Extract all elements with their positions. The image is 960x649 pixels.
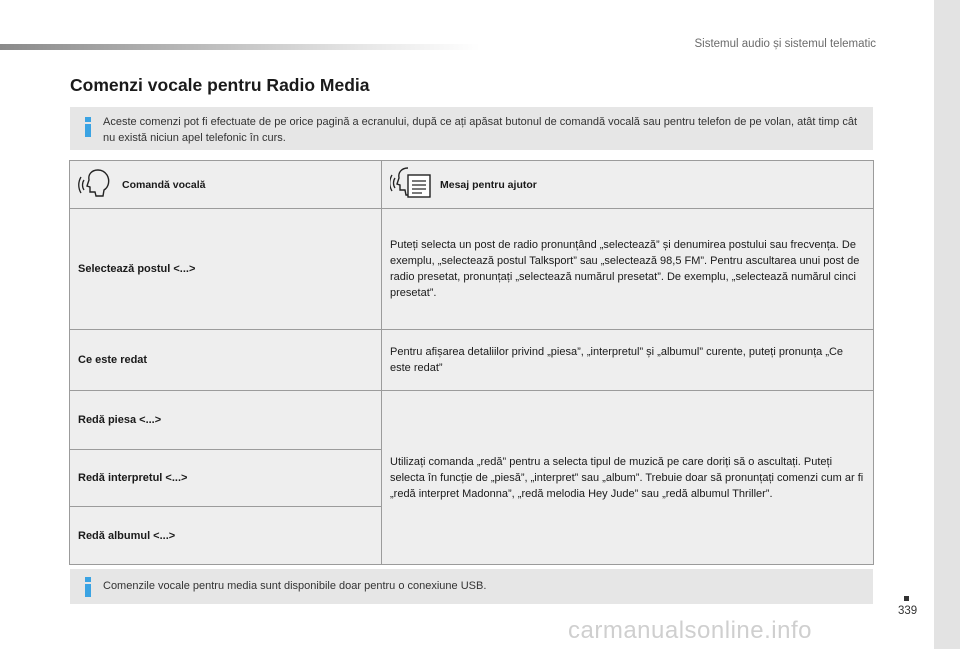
header-rule [0, 44, 480, 50]
table-header-row [70, 161, 874, 209]
command-cell: Redă piesa <...> [70, 391, 382, 450]
command-cell: Redă interpretul <...> [70, 450, 382, 507]
watermark: carmanualsonline.info [568, 617, 812, 644]
voice-commands-table [69, 160, 874, 565]
bottom-note [70, 569, 873, 604]
help-cell: Utilizați comanda „redă” pentru a selecta tipul de muzică pe care doriți să o ascultați. Puteți selecta în funcție de „piesă”, „interpret” sau „album”. Trebuie doar să pronunțați comenzi cum ar fi „redă interpret Madonna”, „redă melodia Hey Jude” sau „redă albumul Thriller”. [382, 391, 874, 565]
page-number: 339 [898, 605, 918, 617]
help-cell: Pentru afișarea detaliilor privind „piesa”, „interpretul” și „albumul” curente, puteți pronunța „Ce este redat” [382, 330, 874, 391]
header-cell-command [70, 161, 382, 209]
table-row [70, 391, 874, 450]
bottom-note-text: Comenzile vocale pentru media sunt disponibile doar pentru o conexiune USB. [103, 580, 487, 592]
page-title: Comenzi vocale pentru Radio Media [70, 75, 370, 95]
voice-command-icon [78, 166, 114, 203]
help-cell: Puteți selecta un post de radio pronunțând „selectează” și denumirea postului sau frecvența. De exemplu, „selectează postul Talksport” sau „selectează 98,5 FM”. Pentru ascultarea unui post de radio presetat, pronunțați „selectează numărul presetat”. De exemplu, „selectează numărul cinci presetat”. [382, 209, 874, 330]
info-icon [83, 577, 93, 597]
command-cell: Redă albumul <...> [70, 507, 382, 565]
header-help-label: Mesaj pentru ajutor [440, 178, 537, 191]
table-row [70, 330, 874, 391]
section-title: Sistemul audio și sistemul telematic [694, 38, 876, 50]
command-cell: Selectează postul <...> [70, 209, 382, 330]
command-cell: Ce este redat [70, 330, 382, 391]
header-command-label: Comandă vocală [122, 178, 206, 191]
info-icon [83, 117, 93, 137]
side-tab [934, 0, 960, 649]
intro-note [70, 107, 873, 150]
table-row [70, 209, 874, 330]
intro-note-text: Aceste comenzi pot fi efectuate de pe orice pagină a ecranului, după ce ați apăsat butonul de comandă vocală sau pentru telefon de pe volan, atât timp cât nu există niciun apel telefonic în curs. [103, 116, 857, 144]
page-marker [904, 596, 909, 601]
header-cell-help [382, 161, 874, 209]
help-message-icon [390, 165, 432, 204]
